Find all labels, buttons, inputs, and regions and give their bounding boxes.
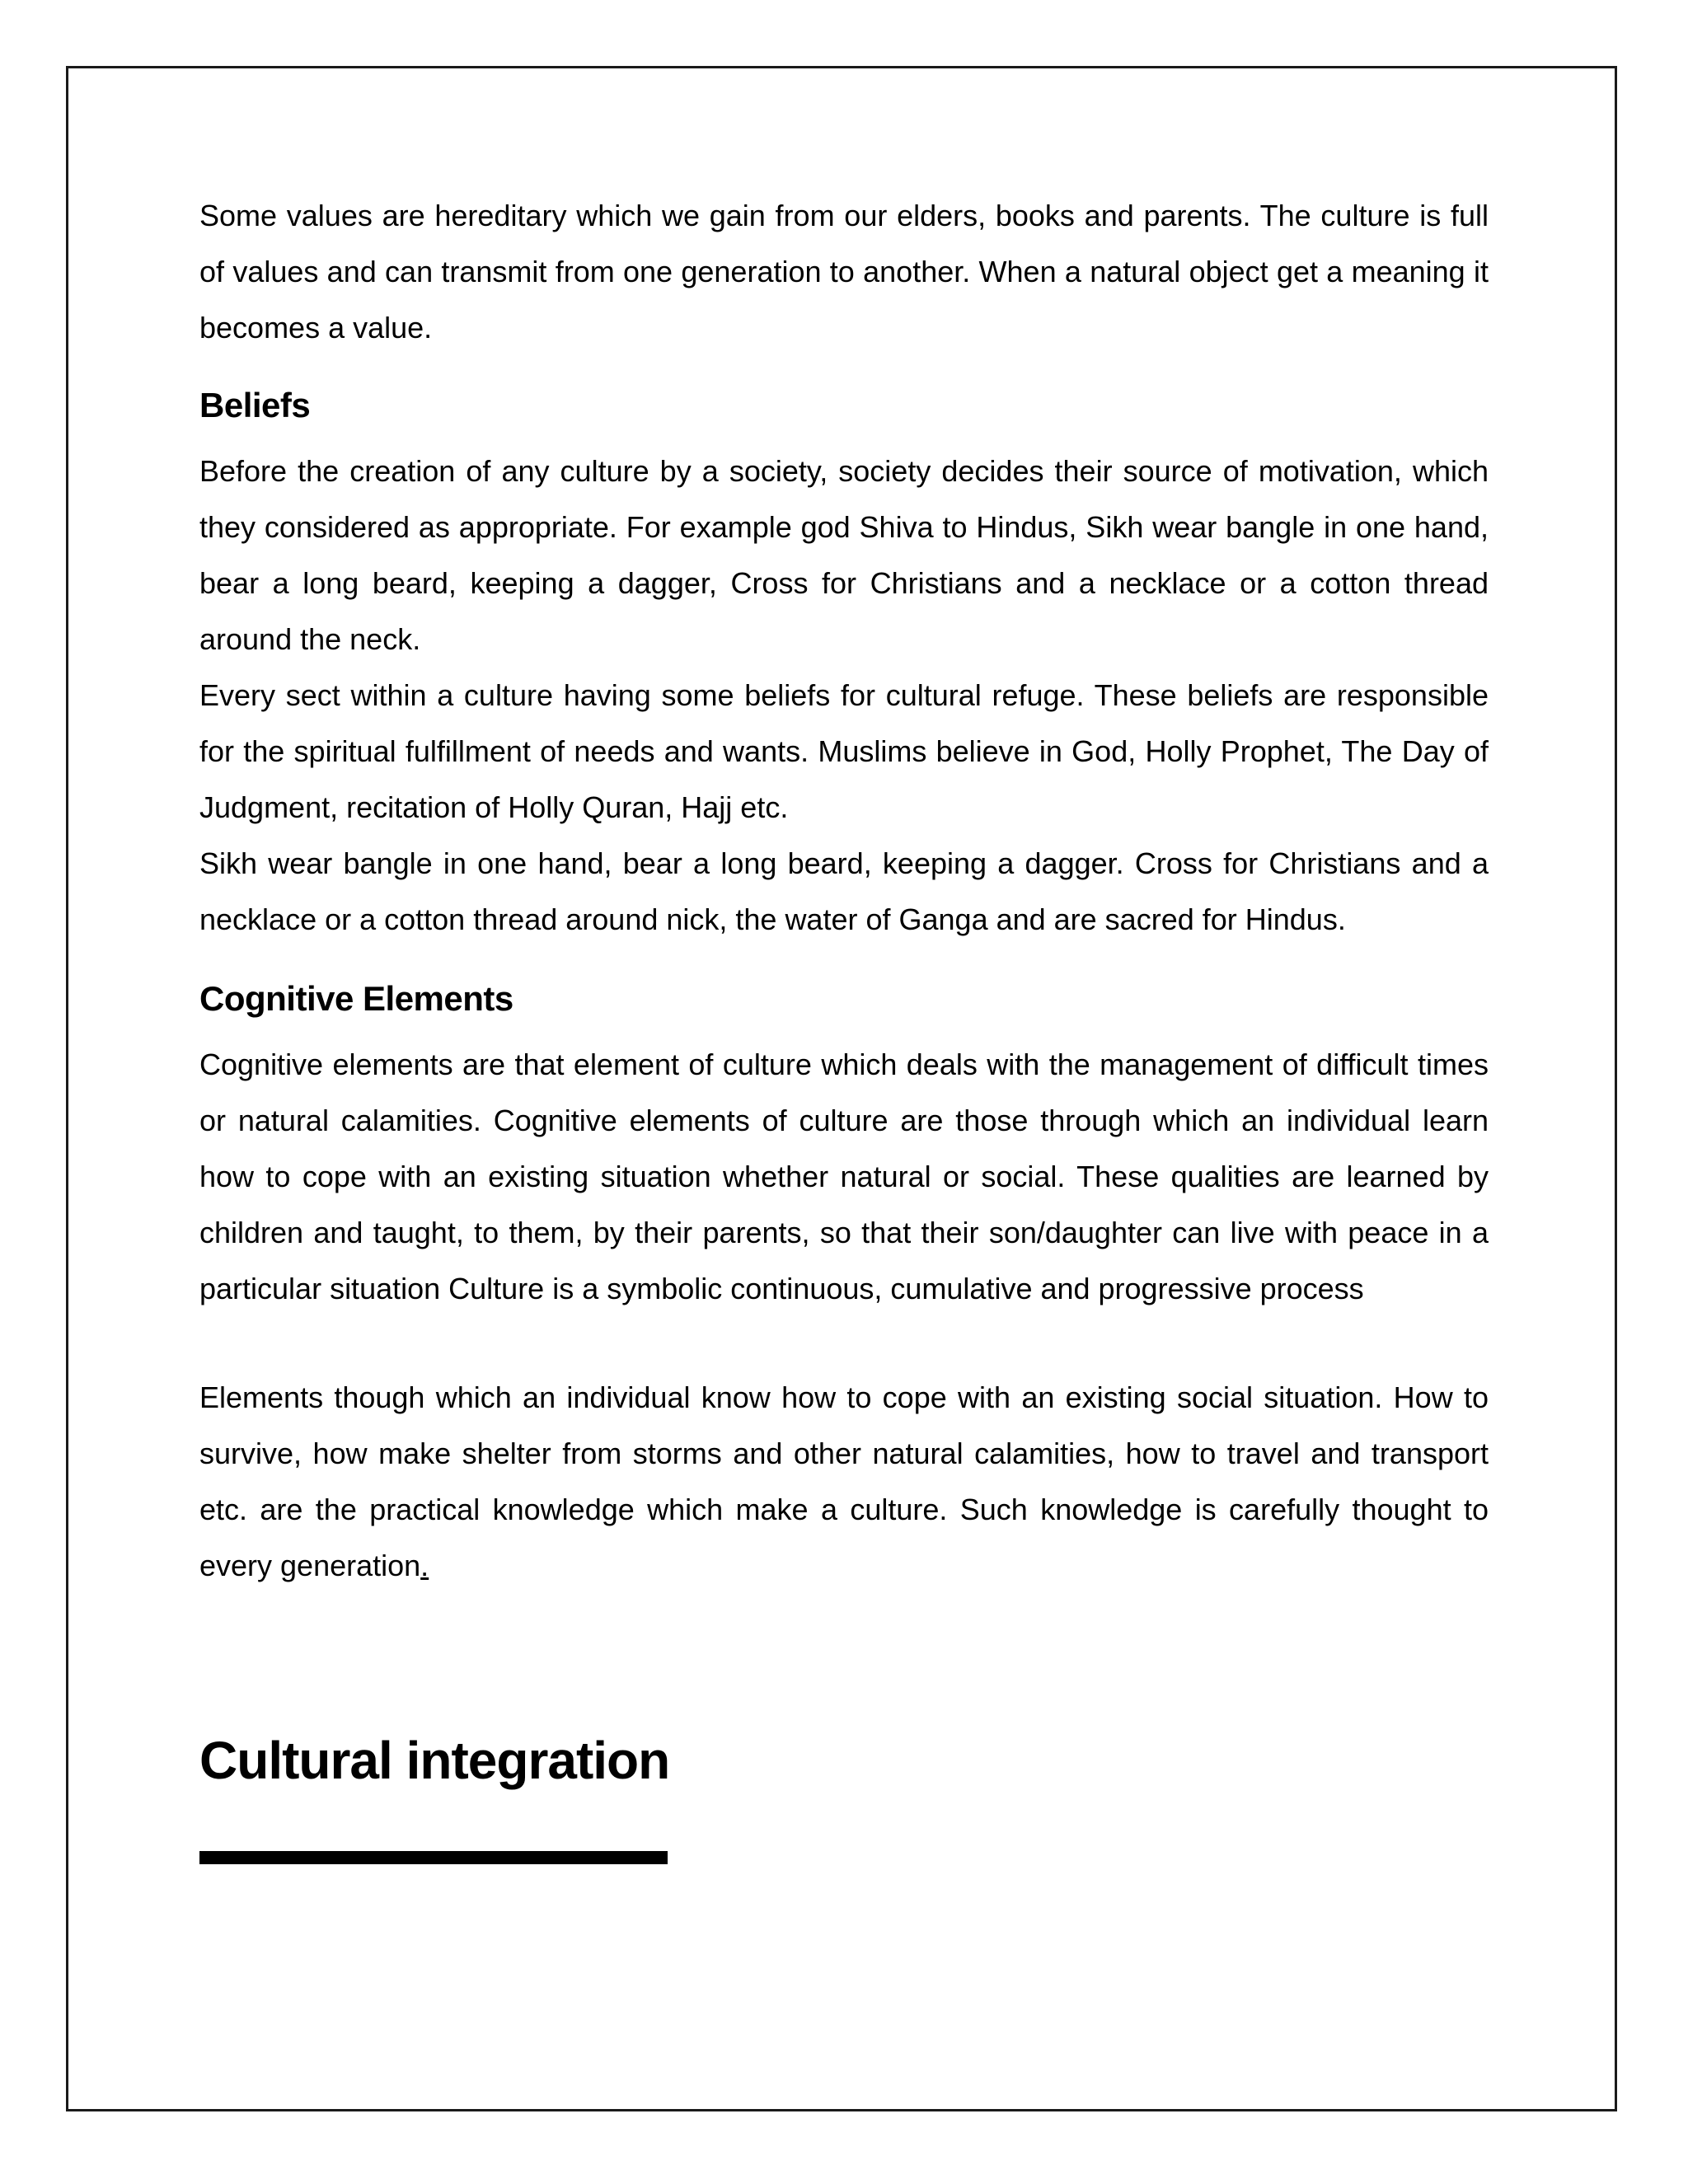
beliefs-heading: Beliefs xyxy=(199,386,311,424)
cognitive-paragraph-2 xyxy=(199,1370,1489,1594)
cognitive-paragraph-2-text: Elements though which an individual know how to cope with an existing social situation. How to survive, how make shelter from storms and other natural calamities, how to travel and transport etc. are the practical knowledge which make a culture. Such knowledge is carefully thought to every generation xyxy=(199,1380,1489,1582)
beliefs-paragraph-3: Sikh wear bangle in one hand, bear a long beard, keeping a dagger. Cross for Christians and a necklace or a cotton thread around nick, the water of Ganga and are sacred for Hindus. xyxy=(199,846,1489,936)
beliefs-paragraph-2: Every sect within a culture having some beliefs for cultural refuge. These beliefs are responsible for the spiritual fulfillment of needs and wants. Muslims believe in God, Holly Prophet, The Day of Judgment, recitation of Holly Quran, Hajj etc. xyxy=(199,678,1489,824)
values-paragraph: Some values are hereditary which we gain from our elders, books and parents. The culture is full of values and can transmit from one generation to another. When a natural object get a meaning it becomes a value. xyxy=(199,199,1489,344)
cognitive-paragraph-2-end: . xyxy=(420,1549,429,1582)
document-body xyxy=(199,188,1489,1864)
beliefs-paragraph-1: Before the creation of any culture by a society, society decides their source of motivation, which they considered as appropriate. For example god Shiva to Hindus, Sikh wear bangle in one hand, bear a long beard, keeping a dagger, Cross for Christians and a necklace or a cotton thread around the neck. xyxy=(199,454,1489,656)
cultural-integration-heading: Cultural integration xyxy=(199,1731,670,1790)
cognitive-elements-heading: Cognitive Elements xyxy=(199,979,513,1018)
cognitive-paragraph-1: Cognitive elements are that element of culture which deals with the management of difficult times or natural calamities. Cognitive elements of culture are those through which an individual learn how to cope with an existing situation whether natural or social. These qualities are learned by children and taught, to them, by their parents, so that their son/daughter can live with peace in a particular situation Culture is a symbolic continuous, cumulative and progressive process xyxy=(199,1047,1489,1305)
heading-underline-rule xyxy=(199,1851,668,1864)
